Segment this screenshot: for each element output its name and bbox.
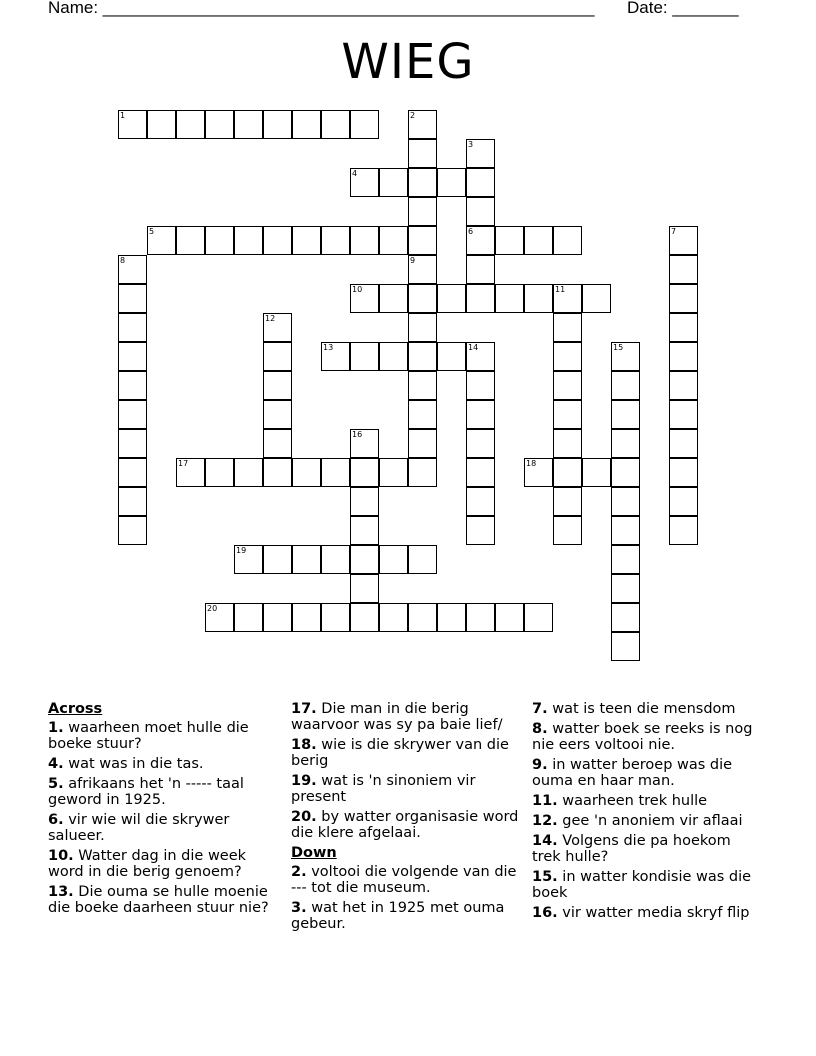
grid-cell[interactable] [350, 516, 379, 545]
grid-cell[interactable] [205, 603, 234, 632]
grid-cell[interactable] [408, 139, 437, 168]
clue-number: 15. [532, 869, 558, 885]
cell-number: 9 [410, 256, 416, 265]
clue-text: wat was in die tas. [68, 756, 204, 772]
grid-cell[interactable] [379, 342, 408, 371]
grid-cell[interactable] [350, 545, 379, 574]
clue-text: watter boek se reeks is nog nie eers voltooi nie. [532, 721, 753, 753]
grid-cell[interactable] [234, 110, 263, 139]
grid-cell[interactable] [205, 110, 234, 139]
grid-cell[interactable] [582, 458, 611, 487]
cell-number: 19 [236, 546, 247, 555]
grid-cell[interactable] [263, 313, 292, 342]
grid-cell[interactable] [495, 226, 524, 255]
grid-cell[interactable] [321, 110, 350, 139]
grid-cell[interactable] [321, 603, 350, 632]
grid-cell[interactable] [611, 342, 640, 371]
clue-text: gee 'n anoniem vir aflaai [562, 813, 743, 829]
grid-cell[interactable] [437, 342, 466, 371]
grid-cell[interactable] [524, 603, 553, 632]
grid-cell[interactable] [292, 603, 321, 632]
clue-number: 13. [48, 884, 74, 900]
grid-cell[interactable] [524, 226, 553, 255]
grid-cell[interactable] [611, 574, 640, 603]
cell-number: 3 [468, 140, 474, 149]
clue-number: 8. [532, 721, 548, 737]
grid-cell[interactable] [495, 284, 524, 313]
grid-cell[interactable] [118, 400, 147, 429]
grid-cell[interactable] [118, 110, 147, 139]
grid-cell[interactable] [379, 603, 408, 632]
clue-column-3 [532, 701, 764, 925]
grid-cell[interactable] [437, 603, 466, 632]
grid-cell[interactable] [466, 139, 495, 168]
clue-item [532, 701, 764, 717]
grid-cell[interactable] [437, 168, 466, 197]
grid-cell[interactable] [553, 429, 582, 458]
grid-cell[interactable] [350, 574, 379, 603]
grid-cell[interactable] [176, 110, 205, 139]
grid-cell[interactable] [408, 110, 437, 139]
grid-cell[interactable] [553, 226, 582, 255]
grid-cell[interactable] [408, 603, 437, 632]
clue-text: wat het in 1925 met ouma gebeur. [291, 900, 505, 932]
cell-number: 2 [410, 111, 416, 120]
grid-cell[interactable] [350, 487, 379, 516]
grid-cell[interactable] [669, 255, 698, 284]
grid-cell[interactable] [466, 487, 495, 516]
grid-cell[interactable] [466, 197, 495, 226]
cell-number: 16 [352, 430, 363, 439]
grid-cell[interactable] [466, 284, 495, 313]
grid-cell[interactable] [669, 313, 698, 342]
grid-cell[interactable] [118, 371, 147, 400]
clue-text: voltooi die volgende van die --- tot die museum. [291, 864, 517, 896]
clue-item [48, 848, 280, 880]
clue-number: 5. [48, 776, 64, 792]
grid-cell[interactable] [553, 458, 582, 487]
grid-cell[interactable] [205, 458, 234, 487]
clue-text: Watter dag in die week word in die berig genoem? [48, 848, 247, 880]
clue-text: in watter beroep was die ouma en haar man. [532, 757, 733, 789]
grid-cell[interactable] [292, 458, 321, 487]
grid-cell[interactable] [234, 545, 263, 574]
grid-cell[interactable] [263, 603, 292, 632]
cell-number: 5 [149, 227, 155, 236]
grid-cell[interactable] [118, 429, 147, 458]
grid-cell[interactable] [350, 429, 379, 458]
grid-cell[interactable] [466, 516, 495, 545]
grid-cell[interactable] [553, 371, 582, 400]
clue-item [48, 756, 280, 772]
grid-cell[interactable] [524, 458, 553, 487]
grid-cell[interactable] [350, 110, 379, 139]
grid-cell[interactable] [408, 458, 437, 487]
grid-cell[interactable] [263, 226, 292, 255]
grid-cell[interactable] [524, 284, 553, 313]
grid-cell[interactable] [263, 400, 292, 429]
grid-cell[interactable] [408, 313, 437, 342]
grid-cell[interactable] [263, 545, 292, 574]
clue-text: in watter kondisie was die boek [532, 869, 752, 901]
clue-number: 16. [532, 905, 558, 921]
grid-cell[interactable] [553, 487, 582, 516]
grid-cell[interactable] [553, 400, 582, 429]
clue-item [291, 773, 523, 805]
clue-number: 1. [48, 720, 64, 736]
grid-cell[interactable] [408, 197, 437, 226]
clue-item [48, 720, 280, 752]
grid-cell[interactable] [379, 458, 408, 487]
clue-number: 4. [48, 756, 64, 772]
clue-text: waarheen trek hulle [562, 793, 708, 809]
grid-cell[interactable] [553, 284, 582, 313]
grid-cell[interactable] [669, 371, 698, 400]
grid-cell[interactable] [466, 603, 495, 632]
grid-cell[interactable] [669, 226, 698, 255]
clue-number: 10. [48, 848, 74, 864]
clue-text: wat is teen die mensdom [552, 701, 736, 717]
clue-number: 14. [532, 833, 558, 849]
cell-number: 6 [468, 227, 474, 236]
clue-item [291, 737, 523, 769]
grid-cell[interactable] [553, 313, 582, 342]
grid-cell[interactable] [379, 168, 408, 197]
grid-cell[interactable] [611, 603, 640, 632]
clue-item [532, 869, 764, 901]
grid-cell[interactable] [408, 284, 437, 313]
grid-cell[interactable] [408, 168, 437, 197]
clue-text: Volgens die pa hoekom trek hulle? [532, 833, 731, 865]
grid-cell[interactable] [379, 226, 408, 255]
clue-item [48, 884, 280, 916]
grid-cell[interactable] [147, 226, 176, 255]
clue-text: Die ouma se hulle moenie die boeke daarheen stuur nie? [48, 884, 269, 916]
grid-cell[interactable] [495, 603, 524, 632]
grid-cell[interactable] [379, 284, 408, 313]
grid-cell[interactable] [234, 458, 263, 487]
clue-column-1 [48, 701, 280, 920]
grid-cell[interactable] [321, 545, 350, 574]
grid-cell[interactable] [234, 226, 263, 255]
clue-item [532, 721, 764, 753]
grid-cell[interactable] [611, 429, 640, 458]
grid-cell[interactable] [263, 458, 292, 487]
grid-cell[interactable] [408, 255, 437, 284]
clue-number: 19. [291, 773, 317, 789]
grid-cell[interactable] [466, 342, 495, 371]
cell-number: 13 [323, 343, 334, 352]
clue-number: 11. [532, 793, 558, 809]
clue-text: Die man in die berig waarvoor was sy pa baie lief/ [291, 701, 503, 733]
grid-cell[interactable] [611, 400, 640, 429]
clue-text: waarheen moet hulle die boeke stuur? [48, 720, 249, 752]
grid-cell[interactable] [263, 110, 292, 139]
grid-cell[interactable] [466, 458, 495, 487]
grid-cell[interactable] [669, 458, 698, 487]
cell-number: 18 [526, 459, 537, 468]
grid-cell[interactable] [611, 487, 640, 516]
grid-cell[interactable] [466, 429, 495, 458]
clue-text: afrikaans het 'n ----- taal geword in 1925. [48, 776, 244, 808]
cell-number: 17 [178, 459, 189, 468]
grid-cell[interactable] [437, 284, 466, 313]
grid-cell[interactable] [466, 226, 495, 255]
clue-text: by watter organisasie word die klere afgelaai. [291, 809, 519, 841]
clue-number: 9. [532, 757, 548, 773]
grid-cell[interactable] [466, 168, 495, 197]
cell-number: 12 [265, 314, 276, 323]
grid-cell[interactable] [118, 255, 147, 284]
grid-cell[interactable] [292, 226, 321, 255]
cell-number: 15 [613, 343, 624, 352]
cell-number: 7 [671, 227, 677, 236]
grid-cell[interactable] [466, 400, 495, 429]
grid-cell[interactable] [321, 458, 350, 487]
clue-number: 6. [48, 812, 64, 828]
grid-cell[interactable] [263, 342, 292, 371]
grid-cell[interactable] [611, 545, 640, 574]
grid-cell[interactable] [466, 255, 495, 284]
clue-item [532, 905, 764, 921]
grid-cell[interactable] [553, 342, 582, 371]
cell-number: 11 [555, 285, 566, 294]
clue-number: 3. [291, 900, 307, 916]
grid-cell[interactable] [408, 371, 437, 400]
grid-cell[interactable] [176, 458, 205, 487]
grid-cell[interactable] [611, 632, 640, 661]
grid-cell[interactable] [669, 284, 698, 313]
clue-column-2 [291, 701, 523, 936]
clue-number: 17. [291, 701, 317, 717]
clue-number: 12. [532, 813, 558, 829]
cell-number: 4 [352, 169, 358, 178]
grid-cell[interactable] [350, 284, 379, 313]
clue-text: vir wie wil die skrywer salueer. [48, 812, 230, 844]
clue-number: 7. [532, 701, 548, 717]
name-field-label: Name: ____________________________________________________ [48, 0, 595, 17]
clue-item [291, 701, 523, 733]
grid-cell[interactable] [408, 342, 437, 371]
cell-number: 20 [207, 604, 218, 613]
grid-cell[interactable] [118, 342, 147, 371]
cell-number: 1 [120, 111, 126, 120]
clue-number: 20. [291, 809, 317, 825]
grid-cell[interactable] [582, 284, 611, 313]
clue-text: wat is 'n sinoniem vir present [291, 773, 476, 805]
date-field-label: Date: _______ [627, 0, 739, 17]
grid-cell[interactable] [321, 342, 350, 371]
clue-text: vir watter media skryf flip [562, 905, 750, 921]
grid-cell[interactable] [118, 516, 147, 545]
grid-cell[interactable] [669, 516, 698, 545]
grid-cell[interactable] [350, 342, 379, 371]
clue-item [291, 900, 523, 932]
grid-cell[interactable] [611, 371, 640, 400]
grid-cell[interactable] [118, 487, 147, 516]
clue-item [48, 812, 280, 844]
grid-cell[interactable] [669, 342, 698, 371]
clue-text: wie is die skrywer van die berig [291, 737, 509, 769]
clue-number: 18. [291, 737, 317, 753]
grid-cell[interactable] [321, 226, 350, 255]
grid-cell[interactable] [263, 371, 292, 400]
grid-cell[interactable] [350, 458, 379, 487]
clue-item [532, 793, 764, 809]
grid-cell[interactable] [553, 516, 582, 545]
grid-cell[interactable] [263, 429, 292, 458]
clue-section-heading: Across [48, 701, 103, 717]
grid-cell[interactable] [176, 226, 205, 255]
grid-cell[interactable] [379, 545, 408, 574]
grid-cell[interactable] [466, 371, 495, 400]
cell-number: 8 [120, 256, 126, 265]
clue-item [291, 864, 523, 896]
clue-item [48, 776, 280, 808]
grid-cell[interactable] [118, 458, 147, 487]
clue-item [532, 757, 764, 789]
grid-cell[interactable] [234, 603, 263, 632]
grid-cell[interactable] [408, 400, 437, 429]
grid-cell[interactable] [350, 168, 379, 197]
grid-cell[interactable] [669, 400, 698, 429]
grid-cell[interactable] [205, 226, 234, 255]
grid-cell[interactable] [292, 110, 321, 139]
grid-cell[interactable] [118, 284, 147, 313]
clue-item [291, 809, 523, 841]
grid-cell[interactable] [669, 487, 698, 516]
cell-number: 10 [352, 285, 363, 294]
clue-item [532, 813, 764, 829]
grid-cell[interactable] [350, 603, 379, 632]
grid-cell[interactable] [611, 458, 640, 487]
cell-number: 14 [468, 343, 479, 352]
grid-cell[interactable] [292, 545, 321, 574]
grid-cell[interactable] [611, 516, 640, 545]
grid-cell[interactable] [408, 545, 437, 574]
grid-cell[interactable] [350, 226, 379, 255]
grid-cell[interactable] [147, 110, 176, 139]
grid-cell[interactable] [408, 429, 437, 458]
grid-cell[interactable] [408, 226, 437, 255]
grid-cell[interactable] [669, 429, 698, 458]
clue-number: 2. [291, 864, 307, 880]
clue-item [532, 833, 764, 865]
clue-section-heading: Down [291, 845, 337, 861]
puzzle-title: WIEG [341, 34, 475, 90]
grid-cell[interactable] [118, 313, 147, 342]
